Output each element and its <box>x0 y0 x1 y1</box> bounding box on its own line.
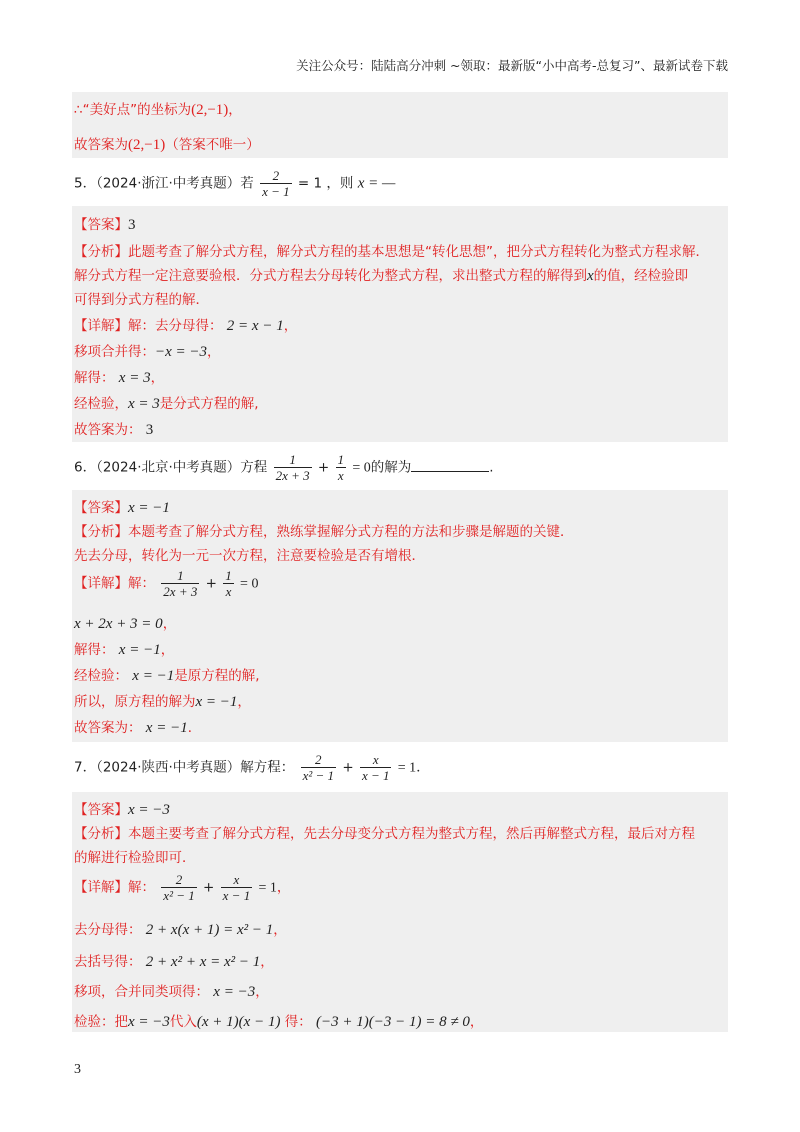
q5-fraction: $\frac{2}{x - 1}$ <box>262 168 290 199</box>
q5-analysis-2: 解分式方程一定注意要验根．分式方程去分母转化为整式方程，求出整式方程的解得到x的值，经检验即 <box>74 268 689 284</box>
prev-line-2: 故答案为(2,−1)（答案不唯一） <box>74 137 260 153</box>
question-6: 6．（2024·北京·中考真题）方程 $\frac{1}{2x + 3}$ + $\frac{1}{x}$ = 0的解为 . <box>74 452 494 483</box>
q7-answer: 【答案】x = −3 <box>74 802 170 818</box>
q6-detail-2: x + 2x + 3 = 0， <box>74 616 177 632</box>
q6-analysis-2: 先去分母，转化为一元一次方程，注意要检验是否有增根． <box>74 548 425 564</box>
q7-analysis-2: 的解进行检验即可． <box>74 850 196 866</box>
q6-detail-6: 故答案为： x = −1． <box>74 720 202 736</box>
q5-detail-4: 经检验，x = 3是分式方程的解, <box>74 396 259 412</box>
q7-analysis-1: 【分析】本题主要考查了解分式方程，先去分母变分式方程为整式方程，然后再解整式方程，最后对方程 <box>74 826 695 842</box>
q6-detail-5: 所以，原方程的解为x = −1， <box>74 694 251 710</box>
q7-detail-5: 检验：把x = −3代入(x + 1)(x − 1) 得： (−3 + 1)(−3 − 1) = 8 ≠ 0， <box>74 1014 484 1030</box>
answer-blank <box>411 459 489 472</box>
q5-detail-2: 移项合并得：−x = −3， <box>74 344 221 360</box>
q6-detail-4: 经检验： x = −1是原方程的解, <box>74 668 260 684</box>
q6-analysis-1: 【分析】本题考查了解分式方程，熟练掌握解分式方程的方法和步骤是解题的关键． <box>74 524 574 540</box>
q7-detail-2: 去分母得： 2 + x(x + 1) = x² − 1， <box>74 922 287 938</box>
q5-analysis-1: 【分析】此题考查了解分式方程，解分式方程的基本思想是“转化思想”，把分式方程转化为整式方程求解． <box>74 244 709 260</box>
page-header: 关注公众号：陆陆高分冲刺 ~领取：最新版“小中高考-总复习”、最新试卷下载 <box>296 58 728 73</box>
q6-detail-1: 【详解】解： $\frac{1}{2x + 3}$ + $\frac{1}{x}$ = 0 <box>74 568 259 599</box>
q7-detail-4: 移项，合并同类项得： x = −3， <box>74 984 269 1000</box>
q5-detail-1: 【详解】解：去分母得： 2 = x − 1， <box>74 318 298 334</box>
q5-detail-3: 解得： x = 3， <box>74 370 165 386</box>
q7-detail-1: 【详解】解： $\frac{2}{\text{x² − 1}}$ + $\frac{x}{x - 1}$ = 1， <box>74 872 291 903</box>
page-number: 3 <box>74 1062 81 1077</box>
q5-answer: 【答案】3 <box>74 217 136 233</box>
question-5: 5．（2024·浙江·中考真题）若 $\frac{2}{x - 1}$ = 1 ，则 x = — <box>74 168 396 199</box>
q6-answer: 【答案】x = −1 <box>74 500 170 516</box>
q7-detail-3: 去括号得： 2 + x² + x = x² − 1， <box>74 954 274 970</box>
q6-detail-3: 解得： x = −1， <box>74 642 175 658</box>
q5-detail-5: 故答案为： 3 <box>74 422 154 438</box>
q5-analysis-3: 可得到分式方程的解． <box>74 292 209 308</box>
prev-line-1: ∴“美好点”的坐标为(2,−1)， <box>74 102 242 118</box>
question-7: 7．（2024·陕西·中考真题）解方程： $\frac{2}{\text{x² − 1}}$ + $\frac{x}{x - 1}$ = 1． <box>74 752 430 783</box>
